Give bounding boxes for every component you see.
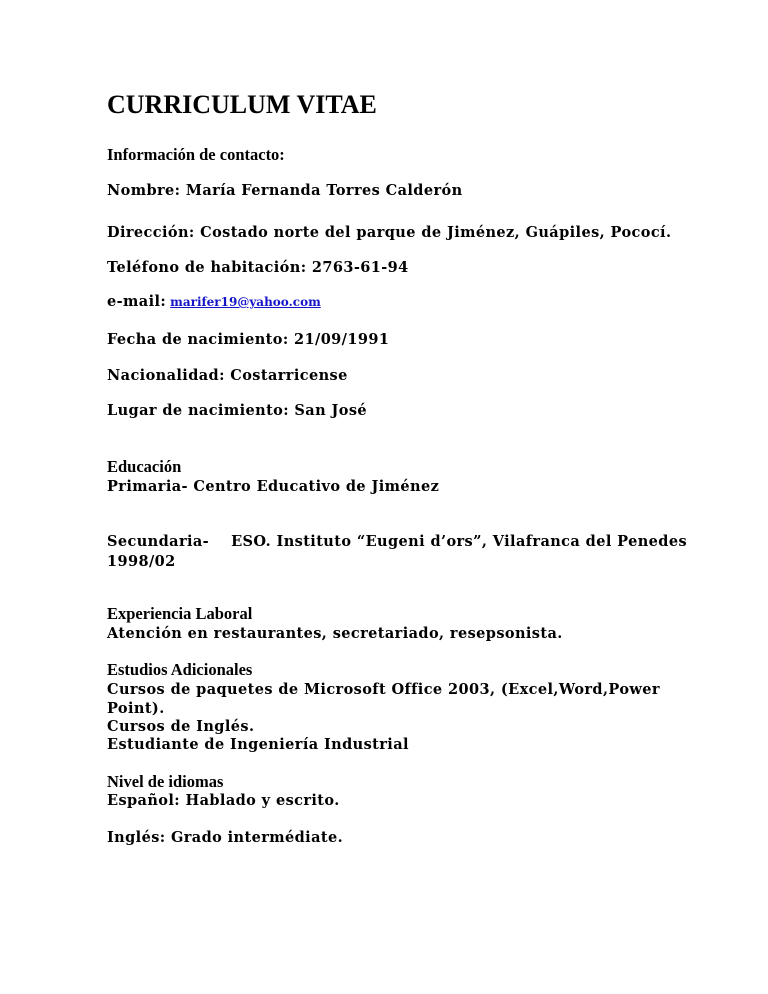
contact-birth-place: Lugar de nacimiento: San José [107, 402, 368, 419]
contact-nationality: Nacionalidad: Costarricense [107, 367, 348, 384]
additional-office-line-1: Cursos de paquetes de Microsoft Office 2003, (Excel,Word,Power [107, 681, 660, 698]
additional-english-courses: Cursos de Inglés. [107, 718, 255, 735]
education-heading: Educación [107, 457, 182, 476]
experience-heading: Experiencia Laboral [107, 604, 253, 623]
languages-heading: Nivel de idiomas [107, 772, 224, 791]
email-link[interactable]: marifer19@yahoo.com [170, 295, 321, 309]
email-label: e-mail: [107, 293, 167, 310]
contact-phone: Teléfono de habitación: 2763-61-94 [107, 259, 409, 276]
contact-email [107, 293, 321, 311]
education-secondary [107, 533, 687, 551]
contact-name: Nombre: María Fernanda Torres Calderón [107, 182, 463, 199]
additional-engineering: Estudiante de Ingeniería Industrial [107, 736, 409, 753]
contact-birth-date: Fecha de nacimiento: 21/09/1991 [107, 331, 390, 348]
page-title: CURRICULUM VITAE [107, 90, 377, 119]
secondary-label: Secundaria- [107, 533, 210, 550]
education-secondary-years: 1998/02 [107, 553, 176, 570]
additional-studies-heading: Estudios Adicionales [107, 660, 253, 679]
experience-text: Atención en restaurantes, secretariado, resepsonista. [107, 625, 563, 642]
language-spanish: Español: Hablado y escrito. [107, 792, 340, 809]
secondary-detail: ESO. Instituto “Eugeni d’ors”, Vilafranca del Penedes [231, 533, 688, 550]
additional-office-line-2: Point). [107, 700, 165, 717]
language-english: Inglés: Grado intermédiate. [107, 829, 344, 846]
contact-address: Dirección: Costado norte del parque de Jiménez, Guápiles, Pococí. [107, 224, 672, 241]
contact-heading: Información de contacto: [107, 145, 285, 164]
education-primary: Primaria- Centro Educativo de Jiménez [107, 478, 440, 495]
